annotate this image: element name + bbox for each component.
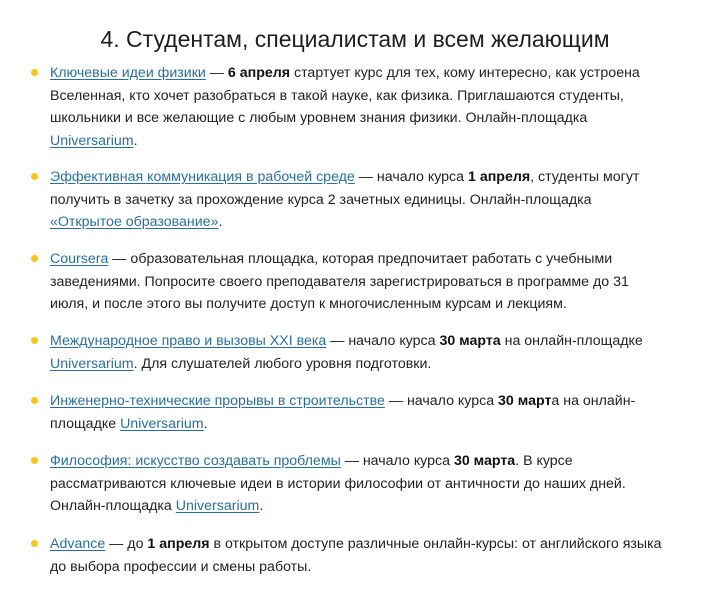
platform-link-universarium[interactable]: Universarium — [120, 415, 204, 432]
bullet-icon — [31, 540, 38, 547]
platform-link-universarium[interactable]: Universarium — [50, 355, 134, 372]
item-text: , студенты могут получить в зачетку за прохождение курса 2 зачетных единицы. Онлайн-площадка — [50, 169, 640, 208]
list-item-engineering — [50, 390, 640, 435]
list-item-intl-law — [50, 330, 650, 375]
item-text: . Для слушателей любого уровня подготовки. — [133, 355, 432, 372]
item-text: — — [205, 65, 228, 81]
bullet-icon — [31, 397, 38, 404]
item-text: — начало курса — [340, 453, 454, 469]
course-link-advance[interactable]: Advance — [50, 536, 106, 552]
platform-link-open-education[interactable]: «Открытое образование» — [50, 214, 219, 230]
list-item-philosophy — [50, 450, 630, 518]
item-text: — начало курса — [384, 393, 499, 409]
list-item-physics — [50, 62, 650, 152]
item-text: — начало курса — [354, 169, 468, 185]
course-link-coursera[interactable]: Coursera — [50, 251, 109, 267]
start-date: 1 апреля — [147, 536, 210, 552]
start-date: 6 апреля — [227, 65, 291, 81]
bullet-icon — [31, 255, 38, 262]
item-text: . В курсе рассматриваются ключевые идеи в истории философии от античности до наших дней. Онлайн-площадка — [50, 453, 626, 514]
course-link-physics[interactable]: Ключевые идеи физики — [50, 65, 206, 81]
item-text: . — [133, 132, 138, 149]
item-text: на онлайн-площадке — [500, 333, 643, 349]
item-text: в открытом доступе различные онлайн-курсы: от английского языка до выбора профессии и смены работы. — [50, 536, 662, 575]
start-date: 30 марта — [453, 453, 516, 469]
item-text: — образовательная площадка, которая предпочитает работать с учебными заведениями. Попросите своего преподавателя зарегистрироваться в программе до 31 июля, и после этого вы получите доступ к многочисленным курсам и лекциям. — [50, 251, 629, 312]
list-item-coursera — [50, 248, 635, 316]
start-date: 30 марта — [439, 333, 501, 349]
item-text: стартует курс для тех, кому интересно, как устроена Вселенная, кто хочет разобраться в такой науке, как физика. Приглашаются студенты, школьники и все желающие с любым уровнем знания физики. Онлайн-площадка — [50, 65, 640, 126]
item-text: . — [218, 214, 223, 230]
bullet-icon — [31, 173, 38, 180]
start-date: 30 март — [498, 393, 552, 409]
course-link-intl-law[interactable]: Международное право и вызовы XXI века — [50, 333, 327, 349]
start-date: 1 апреля — [467, 169, 531, 185]
item-text: . — [203, 415, 208, 432]
item-text: . — [259, 498, 264, 514]
bullet-icon — [31, 337, 38, 344]
bullet-icon — [31, 457, 38, 464]
list-item-communication — [50, 166, 662, 234]
list-item-advance — [50, 533, 662, 578]
section-heading: 4. Студентам, специалистам и всем желающим — [100, 26, 610, 52]
course-link-philosophy[interactable]: Философия: искусство создавать проблемы — [50, 453, 341, 469]
platform-link-universarium[interactable]: Universarium — [175, 498, 260, 514]
platform-link-universarium[interactable]: Universarium — [50, 132, 134, 149]
item-text: а на онлайн-площадке — [50, 393, 636, 432]
course-link-communication[interactable]: Эффективная коммуникация в рабочей среде — [50, 169, 355, 185]
course-link-engineering[interactable]: Инженерно-технические прорывы в строительстве — [50, 393, 385, 409]
item-text: — начало курса — [326, 333, 440, 349]
bullet-icon — [31, 69, 38, 76]
item-text: — до — [105, 536, 148, 552]
